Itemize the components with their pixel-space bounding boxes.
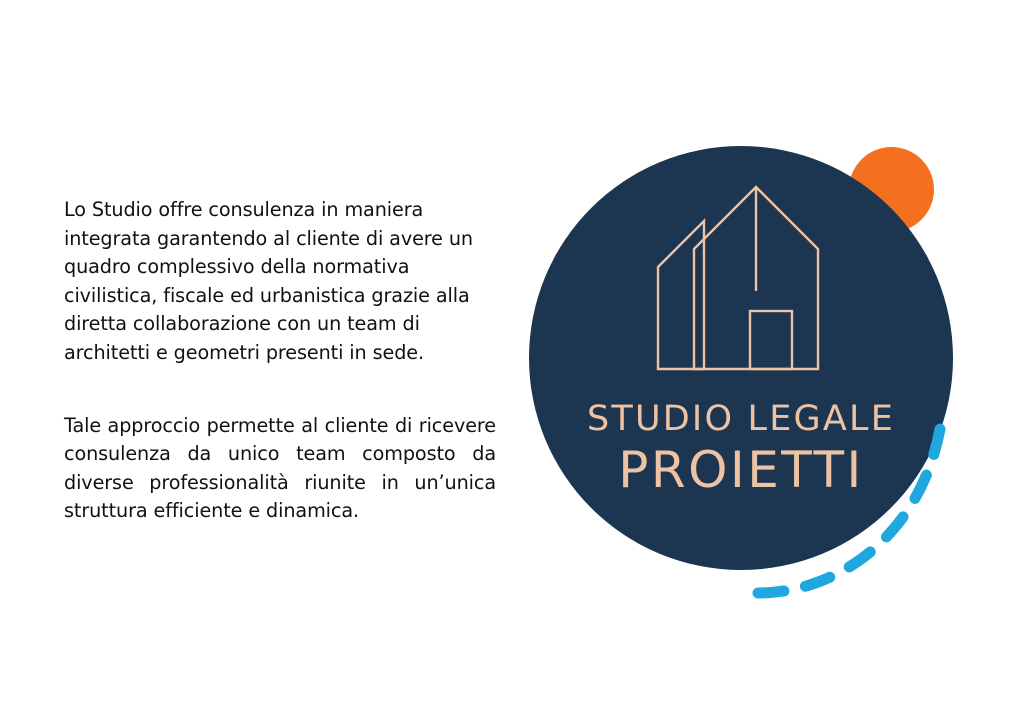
- logo-line-proietti: PROIETTI: [618, 441, 864, 499]
- paragraph-2: Tale approccio permette al cliente di ricevere consulenza da unico team composto da diverse professionalità riunite in un’unica struttura efficiente e dinamica.: [64, 413, 496, 523]
- body-text-column: [64, 196, 496, 526]
- logo-wordmark: [529, 398, 953, 498]
- paragraph-1: Lo Studio offre consulenza in maniera integrata garantendo al cliente di avere un quadro complessivo della normativa civilistica, fiscale ed urbanistica grazie alla diretta collaborazione con un team di architetti e geometri presenti in sede.: [64, 198, 473, 364]
- house-outline-icon: [638, 171, 848, 401]
- logo-composition: [516, 126, 986, 626]
- logo-line-studio-legale: STUDIO LEGALE: [586, 399, 896, 439]
